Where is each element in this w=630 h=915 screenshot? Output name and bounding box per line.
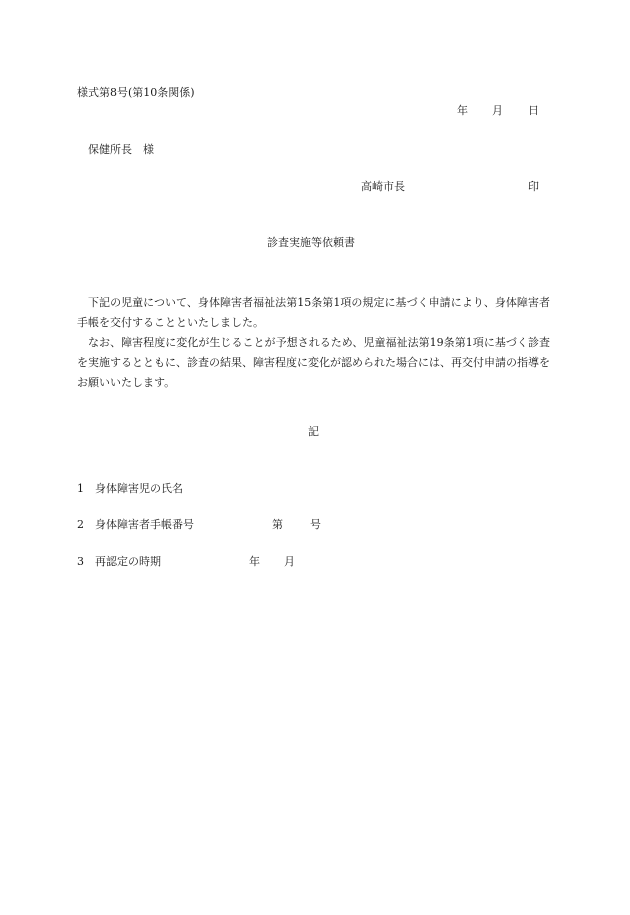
date-day-label: 日 xyxy=(528,104,539,117)
item-2-label: 身体障害者手帳番号 xyxy=(95,518,194,531)
form-label: 様式第8号(第10条関係) xyxy=(77,86,195,99)
sender-title: 高崎市長 xyxy=(361,180,405,193)
document-title: 診査実施等依頼書 xyxy=(267,236,355,249)
date-month-label: 月 xyxy=(492,104,503,117)
item-3-month: 月 xyxy=(284,555,295,568)
seal-mark: 印 xyxy=(528,180,539,193)
item-3-number: 3 xyxy=(77,555,84,568)
item-1-number: 1 xyxy=(77,482,84,495)
body-text xyxy=(77,293,550,393)
ki-heading: 記 xyxy=(308,425,319,438)
item-3-year: 年 xyxy=(249,555,260,568)
item-2-suffix: 号 xyxy=(310,518,321,531)
date-year-label: 年 xyxy=(457,104,468,117)
item-1-label: 身体障害児の氏名 xyxy=(95,482,183,495)
addressee: 保健所長 様 xyxy=(88,143,154,156)
body-paragraph-2: なお、障害程度に変化が生じることが予想されるため、児童福祉法第19条第1項に基づく診査を実施するとともに、診査の結果、障害程度に変化が認められた場合には、再交付申請の指導をお願いいたします。 xyxy=(77,336,550,389)
item-3-label: 再認定の時期 xyxy=(95,555,161,568)
item-2-number: 2 xyxy=(77,518,84,531)
body-paragraph-1: 下記の児童について、身体障害者福祉法第15条第1項の規定に基づく申請により、身体障害者手帳を交付することといたしました。 xyxy=(77,296,550,329)
item-2-prefix: 第 xyxy=(272,518,283,531)
